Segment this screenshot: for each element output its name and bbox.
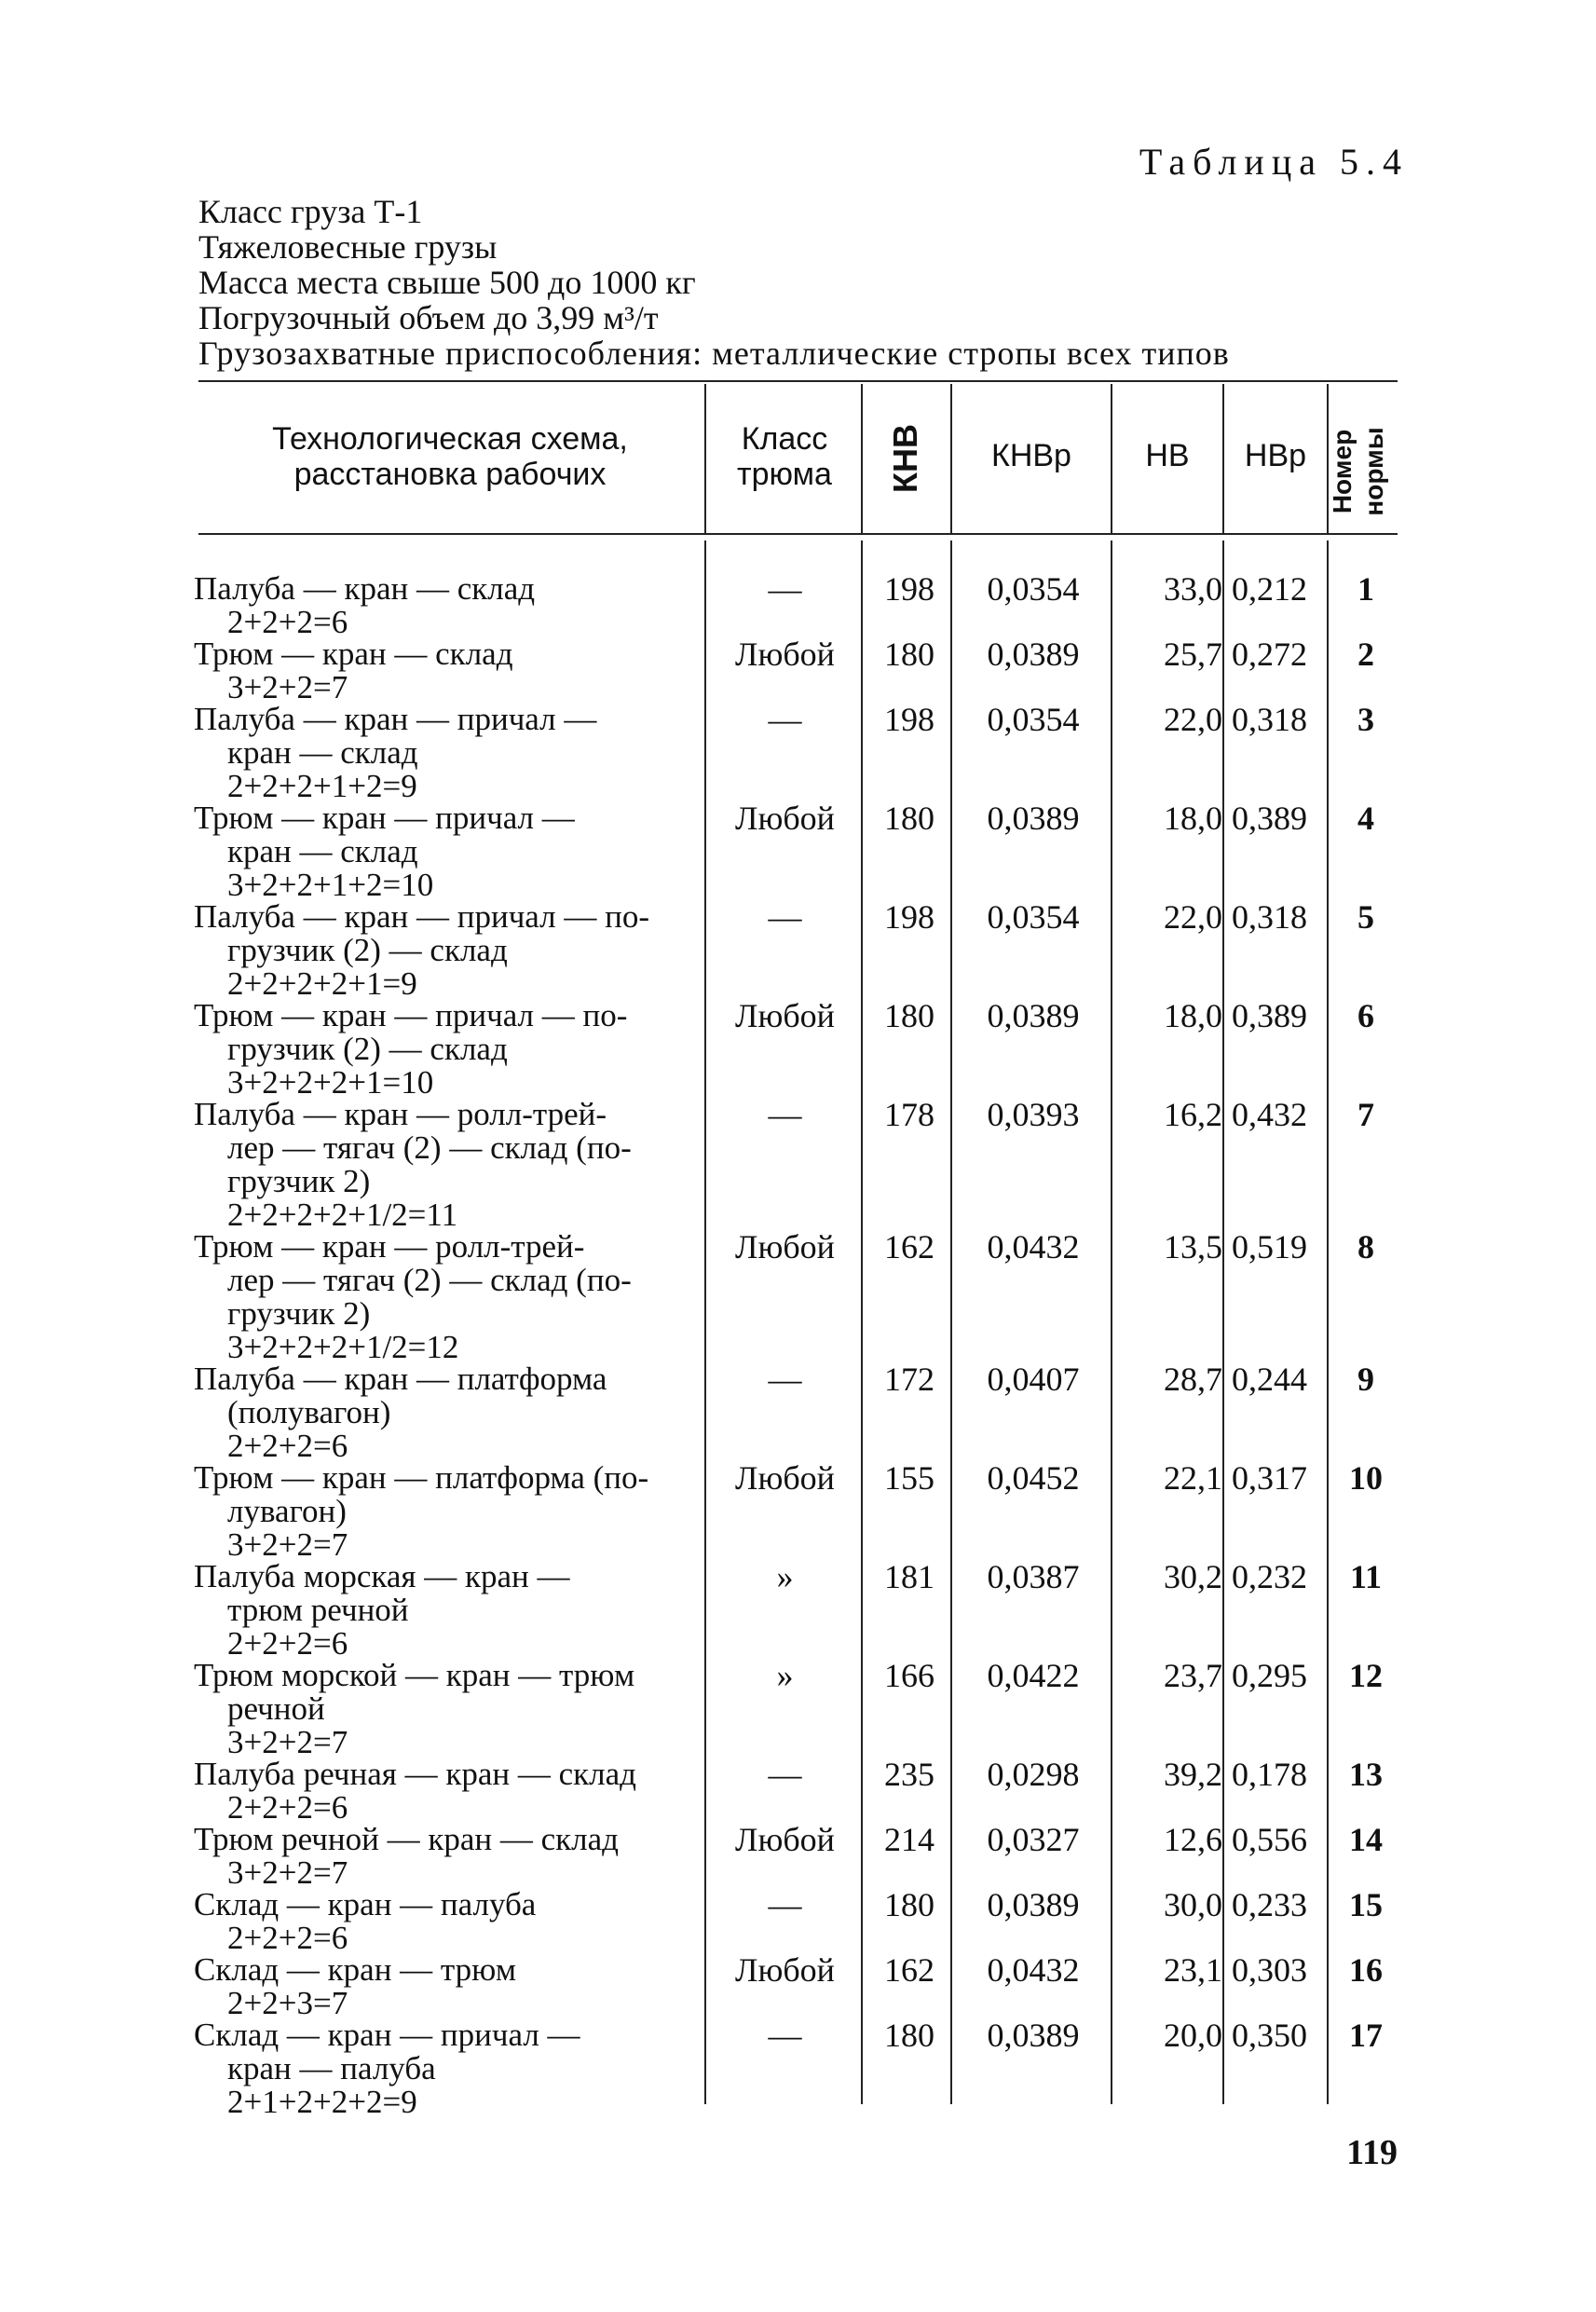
info-line: Масса места свыше 500 до 1000 кг <box>198 264 696 301</box>
nv-cell: 33,0 <box>1164 570 1222 608</box>
page-number: 119 <box>1346 2133 1398 2172</box>
header-nv: НВ <box>1145 438 1190 473</box>
scheme-line: грузчик 2) <box>227 1295 371 1332</box>
header-class-line: трюма <box>737 457 832 492</box>
scheme-line: Склад — кран — палуба <box>194 1886 537 1922</box>
nvp-cell: 0,244 <box>1232 1361 1307 1398</box>
nvp-cell: 0,519 <box>1232 1228 1307 1265</box>
knvp-cell: 0,0389 <box>987 2017 1080 2054</box>
knv-cell: 162 <box>884 1951 934 1989</box>
nv-cell: 25,7 <box>1164 636 1222 673</box>
scheme-line: Склад — кран — причал — <box>194 2017 580 2053</box>
scheme-line: кран — склад <box>227 734 418 771</box>
header-knvp: КНВр <box>991 438 1071 473</box>
nvp-cell: 0,232 <box>1232 1558 1307 1595</box>
scheme-cell <box>194 572 535 639</box>
norm-number-cell: 7 <box>1357 1096 1374 1133</box>
norm-number-cell: 12 <box>1349 1657 1383 1694</box>
info-line: Класс груза Т-1 <box>198 193 423 230</box>
nv-cell: 18,0 <box>1164 997 1222 1034</box>
nv-cell: 30,0 <box>1164 1886 1222 1923</box>
knv-cell: 198 <box>884 570 934 608</box>
hold-class-cell: — <box>768 2017 802 2054</box>
scheme-line: 2+2+2=6 <box>227 1920 348 1956</box>
scheme-line: 2+2+2+1+2=9 <box>227 768 417 804</box>
nvp-cell: 0,389 <box>1232 800 1307 837</box>
nvp-cell: 0,303 <box>1232 1951 1307 1989</box>
knv-cell: 172 <box>884 1361 934 1398</box>
scheme-line: 2+2+2=6 <box>227 604 348 640</box>
scheme-line: 2+2+2+2+1=9 <box>227 965 417 1002</box>
knvp-cell: 0,0389 <box>987 1886 1080 1923</box>
scheme-line: 3+2+2=7 <box>227 1854 348 1891</box>
hold-class-cell: Любой <box>735 1951 835 1989</box>
nv-cell: 30,2 <box>1164 1558 1222 1595</box>
scheme-line: кран — склад <box>227 833 418 869</box>
scheme-line: 3+2+2=7 <box>227 1526 348 1563</box>
scheme-line: Трюм речной — кран — склад <box>194 1821 619 1857</box>
scheme-line: кран — палуба <box>227 2050 436 2086</box>
header-norm <box>1327 411 1394 532</box>
knvp-cell: 0,0432 <box>987 1228 1080 1265</box>
scheme-line: речной <box>227 1690 325 1727</box>
scheme-cell <box>194 801 575 902</box>
scheme-cell <box>194 637 513 705</box>
scheme-line: Палуба — кран — ролл-трей- <box>194 1096 607 1132</box>
hold-class-cell: Любой <box>735 800 835 837</box>
scheme-line: Палуба — кран — платформа <box>194 1361 607 1397</box>
hold-class-cell: — <box>768 898 802 936</box>
knvp-cell: 0,0389 <box>987 636 1080 673</box>
nv-cell: 28,7 <box>1164 1361 1222 1398</box>
header-knv: КНВ <box>886 424 924 493</box>
norm-number-cell: 4 <box>1357 800 1374 837</box>
knvp-cell: 0,0389 <box>987 800 1080 837</box>
knvp-cell: 0,0432 <box>987 1951 1080 1989</box>
scheme-line: Трюм — кран — платформа (по- <box>194 1459 649 1496</box>
scheme-cell <box>194 703 596 803</box>
nv-cell: 20,0 <box>1164 2017 1222 2054</box>
nvp-cell: 0,350 <box>1232 2017 1307 2054</box>
norm-number-cell: 16 <box>1349 1951 1383 1989</box>
nvp-cell: 0,295 <box>1232 1657 1307 1694</box>
norm-number-cell: 6 <box>1357 997 1374 1034</box>
nv-cell: 22,1 <box>1164 1459 1222 1497</box>
hold-class-cell: Любой <box>735 1459 835 1497</box>
header-norm-line: Номер <box>1328 429 1357 514</box>
scheme-line: грузчик 2) <box>227 1163 371 1199</box>
header-scheme-line: Технологическая схема, <box>272 421 628 457</box>
knvp-cell: 0,0407 <box>987 1361 1080 1398</box>
header-scheme-line: расстановка рабочих <box>293 457 607 492</box>
header-scheme <box>198 421 702 492</box>
scheme-line: 3+2+2=7 <box>227 669 348 705</box>
knvp-cell: 0,0452 <box>987 1459 1080 1497</box>
scheme-cell <box>194 1098 632 1232</box>
scheme-line: грузчик (2) — склад <box>227 1031 508 1067</box>
scheme-cell <box>194 1230 632 1364</box>
nvp-cell: 0,272 <box>1232 636 1307 673</box>
knv-cell: 214 <box>884 1821 934 1858</box>
norm-number-cell: 9 <box>1357 1361 1374 1398</box>
nv-cell: 12,6 <box>1164 1821 1222 1858</box>
hold-class-cell: — <box>768 570 802 608</box>
knv-cell: 166 <box>884 1657 934 1694</box>
norm-number-cell: 11 <box>1349 1558 1382 1595</box>
column-rule <box>1327 540 1329 2104</box>
scheme-line: (полувагон) <box>227 1394 391 1430</box>
norm-number-cell: 5 <box>1357 898 1374 936</box>
scheme-line: Склад — кран — трюм <box>194 1951 516 1988</box>
scheme-line: трюм речной <box>227 1592 409 1628</box>
scheme-line: Трюм — кран — причал — по- <box>194 997 628 1033</box>
knvp-cell: 0,0354 <box>987 701 1080 738</box>
knv-cell: 181 <box>884 1558 934 1595</box>
knvp-cell: 0,0393 <box>987 1096 1080 1133</box>
scheme-cell <box>194 999 627 1100</box>
knvp-cell: 0,0327 <box>987 1821 1080 1858</box>
hold-class-cell: — <box>768 1361 802 1398</box>
scheme-line: Палуба — кран — причал — <box>194 701 597 737</box>
scheme-line: Палуба речная — кран — склад <box>194 1756 636 1792</box>
info-line: Грузозахватные приспособления: металлические стропы всех типов <box>198 335 1230 372</box>
nvp-cell: 0,318 <box>1232 898 1307 936</box>
scheme-line: 2+2+2+2+1/2=11 <box>227 1197 458 1233</box>
scheme-cell <box>194 900 649 1001</box>
column-rule <box>1111 540 1112 2104</box>
knv-cell: 198 <box>884 898 934 936</box>
scheme-cell <box>194 1461 648 1562</box>
column-rule <box>950 540 952 2104</box>
hold-class-cell: Любой <box>735 1821 835 1858</box>
column-rule <box>861 384 863 533</box>
nvp-cell: 0,178 <box>1232 1756 1307 1793</box>
header-norm-line: нормы <box>1359 427 1388 516</box>
scheme-line: лер — тягач (2) — склад (по- <box>227 1129 632 1166</box>
knv-cell: 235 <box>884 1756 934 1793</box>
scheme-line: Трюм — кран — склад <box>194 636 513 672</box>
knv-cell: 198 <box>884 701 934 738</box>
knv-cell: 155 <box>884 1459 934 1497</box>
nv-cell: 23,7 <box>1164 1657 1222 1694</box>
header-class-line: Класс <box>741 421 828 457</box>
info-line: Погрузочный объем до 3,99 м³/т <box>198 299 659 336</box>
scheme-line: Трюм морской — кран — трюм <box>194 1657 635 1693</box>
header-nvp: НВр <box>1244 438 1307 473</box>
hold-class-cell: — <box>768 701 802 738</box>
nvp-cell: 0,212 <box>1232 570 1307 608</box>
scheme-cell <box>194 1560 570 1661</box>
norm-number-cell: 15 <box>1349 1886 1383 1923</box>
knvp-cell: 0,0354 <box>987 898 1080 936</box>
scheme-line: Трюм — кран — ролл-трей- <box>194 1228 585 1265</box>
knv-cell: 180 <box>884 1886 934 1923</box>
nvp-cell: 0,317 <box>1232 1459 1307 1497</box>
scheme-cell <box>194 1823 619 1890</box>
hold-class-cell: » <box>776 1558 794 1595</box>
hold-class-cell: — <box>768 1096 802 1133</box>
knvp-cell: 0,0354 <box>987 570 1080 608</box>
scheme-line: Палуба — кран — склад <box>194 570 536 607</box>
scheme-line: лер — тягач (2) — склад (по- <box>227 1262 632 1298</box>
scheme-line: Палуба — кран — причал — по- <box>194 898 649 935</box>
nv-cell: 39,2 <box>1164 1756 1222 1793</box>
norm-number-cell: 3 <box>1357 701 1374 738</box>
hold-class-cell: — <box>768 1756 802 1793</box>
scheme-line: 2+2+2=6 <box>227 1625 348 1662</box>
scheme-line: 2+1+2+2+2=9 <box>227 2084 417 2120</box>
cargo-info <box>198 194 1230 371</box>
knvp-cell: 0,0389 <box>987 997 1080 1034</box>
knvp-cell: 0,0298 <box>987 1756 1080 1793</box>
column-rule <box>861 540 863 2104</box>
scheme-cell <box>194 1953 516 2020</box>
hold-class-cell: Любой <box>735 997 835 1034</box>
scheme-line: 3+2+2+2+1/2=12 <box>227 1329 459 1365</box>
nvp-cell: 0,432 <box>1232 1096 1307 1133</box>
norm-number-cell: 8 <box>1357 1228 1374 1265</box>
nv-cell: 22,0 <box>1164 701 1222 738</box>
table-label: Таблица 5.4 <box>1139 141 1409 183</box>
info-line: Тяжеловесные грузы <box>198 228 498 266</box>
knv-cell: 162 <box>884 1228 934 1265</box>
nvp-cell: 0,318 <box>1232 701 1307 738</box>
header-class <box>708 421 861 492</box>
scheme-line: 3+2+2+1+2=10 <box>227 867 434 903</box>
hold-class-cell: » <box>776 1657 794 1694</box>
column-rule <box>704 540 706 2104</box>
scheme-cell <box>194 2018 580 2119</box>
nv-cell: 13,5 <box>1164 1228 1222 1265</box>
norm-number-cell: 17 <box>1349 2017 1383 2054</box>
scheme-cell <box>194 1888 536 1955</box>
nv-cell: 16,2 <box>1164 1096 1222 1133</box>
norm-number-cell: 13 <box>1349 1756 1383 1793</box>
scheme-line: Палуба морская — кран — <box>194 1558 570 1594</box>
scheme-line: Трюм — кран — причал — <box>194 800 575 836</box>
nvp-cell: 0,556 <box>1232 1821 1307 1858</box>
scheme-line: 3+2+2=7 <box>227 1724 348 1760</box>
hold-class-cell: Любой <box>735 1228 835 1265</box>
hold-class-cell: — <box>768 1886 802 1923</box>
scheme-line: 2+2+3=7 <box>227 1985 348 2021</box>
scheme-line: 3+2+2+2+1=10 <box>227 1064 434 1101</box>
nv-cell: 23,1 <box>1164 1951 1222 1989</box>
nv-cell: 22,0 <box>1164 898 1222 936</box>
scheme-line: грузчик (2) — склад <box>227 932 508 968</box>
knvp-cell: 0,0422 <box>987 1657 1080 1694</box>
nvp-cell: 0,389 <box>1232 997 1307 1034</box>
norm-number-cell: 14 <box>1349 1821 1383 1858</box>
knv-cell: 180 <box>884 636 934 673</box>
knv-cell: 180 <box>884 2017 934 2054</box>
scheme-cell <box>194 1659 634 1759</box>
scheme-line: 2+2+2=6 <box>227 1428 348 1464</box>
scheme-line: лувагон) <box>227 1493 347 1529</box>
scheme-line: 2+2+2=6 <box>227 1789 348 1826</box>
column-rule <box>1222 540 1224 2104</box>
nvp-cell: 0,233 <box>1232 1886 1307 1923</box>
norm-number-cell: 10 <box>1349 1459 1383 1497</box>
header-bottom-rule <box>198 533 1398 535</box>
column-rule <box>704 384 706 533</box>
norm-number-cell: 2 <box>1357 636 1374 673</box>
knv-cell: 178 <box>884 1096 934 1133</box>
knvp-cell: 0,0387 <box>987 1558 1080 1595</box>
scheme-cell <box>194 1362 607 1463</box>
hold-class-cell: Любой <box>735 636 835 673</box>
nv-cell: 18,0 <box>1164 800 1222 837</box>
knv-cell: 180 <box>884 800 934 837</box>
scheme-cell <box>194 1758 636 1825</box>
knv-cell: 180 <box>884 997 934 1034</box>
table-top-rule <box>198 380 1398 382</box>
norm-number-cell: 1 <box>1357 570 1374 608</box>
